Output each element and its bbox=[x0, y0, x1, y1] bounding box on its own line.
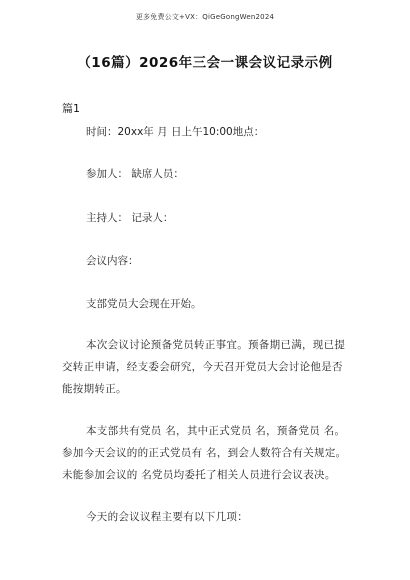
paragraph-membership: 本支部共有党员 名，其中正式党员 名，预备党员 名。参加今天会议的的正式党员有 名，到会人数符合有关规定。未能参加会议的 名党员均委托了相关人员进行会议表决。 bbox=[62, 425, 347, 481]
attendees-line: 参加人： 缺席人员： bbox=[86, 168, 184, 180]
paragraph-agenda: 今天的会议议程主要有以下几项： bbox=[86, 511, 248, 523]
time-place-line: 时间：20xx年 月 日上午10:00地点： bbox=[86, 126, 265, 138]
meeting-content-label: 会议内容： bbox=[86, 255, 139, 267]
header-note: 更多免费公文+VX：QiGeGongWen2024 bbox=[135, 13, 275, 21]
paragraph-probation: 本次会议讨论预备党员转正事宜。预备期已满，现已提交转正申请，经支委会研究，今天召开党员大会讨论他是否能按期转正。 bbox=[62, 339, 346, 395]
section-label: 篇1 bbox=[62, 102, 80, 115]
document-title: （16篇）2026年三会一课会议记录示例 bbox=[77, 55, 333, 71]
opening-line: 支部党员大会现在开始。 bbox=[86, 298, 202, 310]
host-recorder-line: 主持人： 记录人： bbox=[86, 212, 174, 224]
